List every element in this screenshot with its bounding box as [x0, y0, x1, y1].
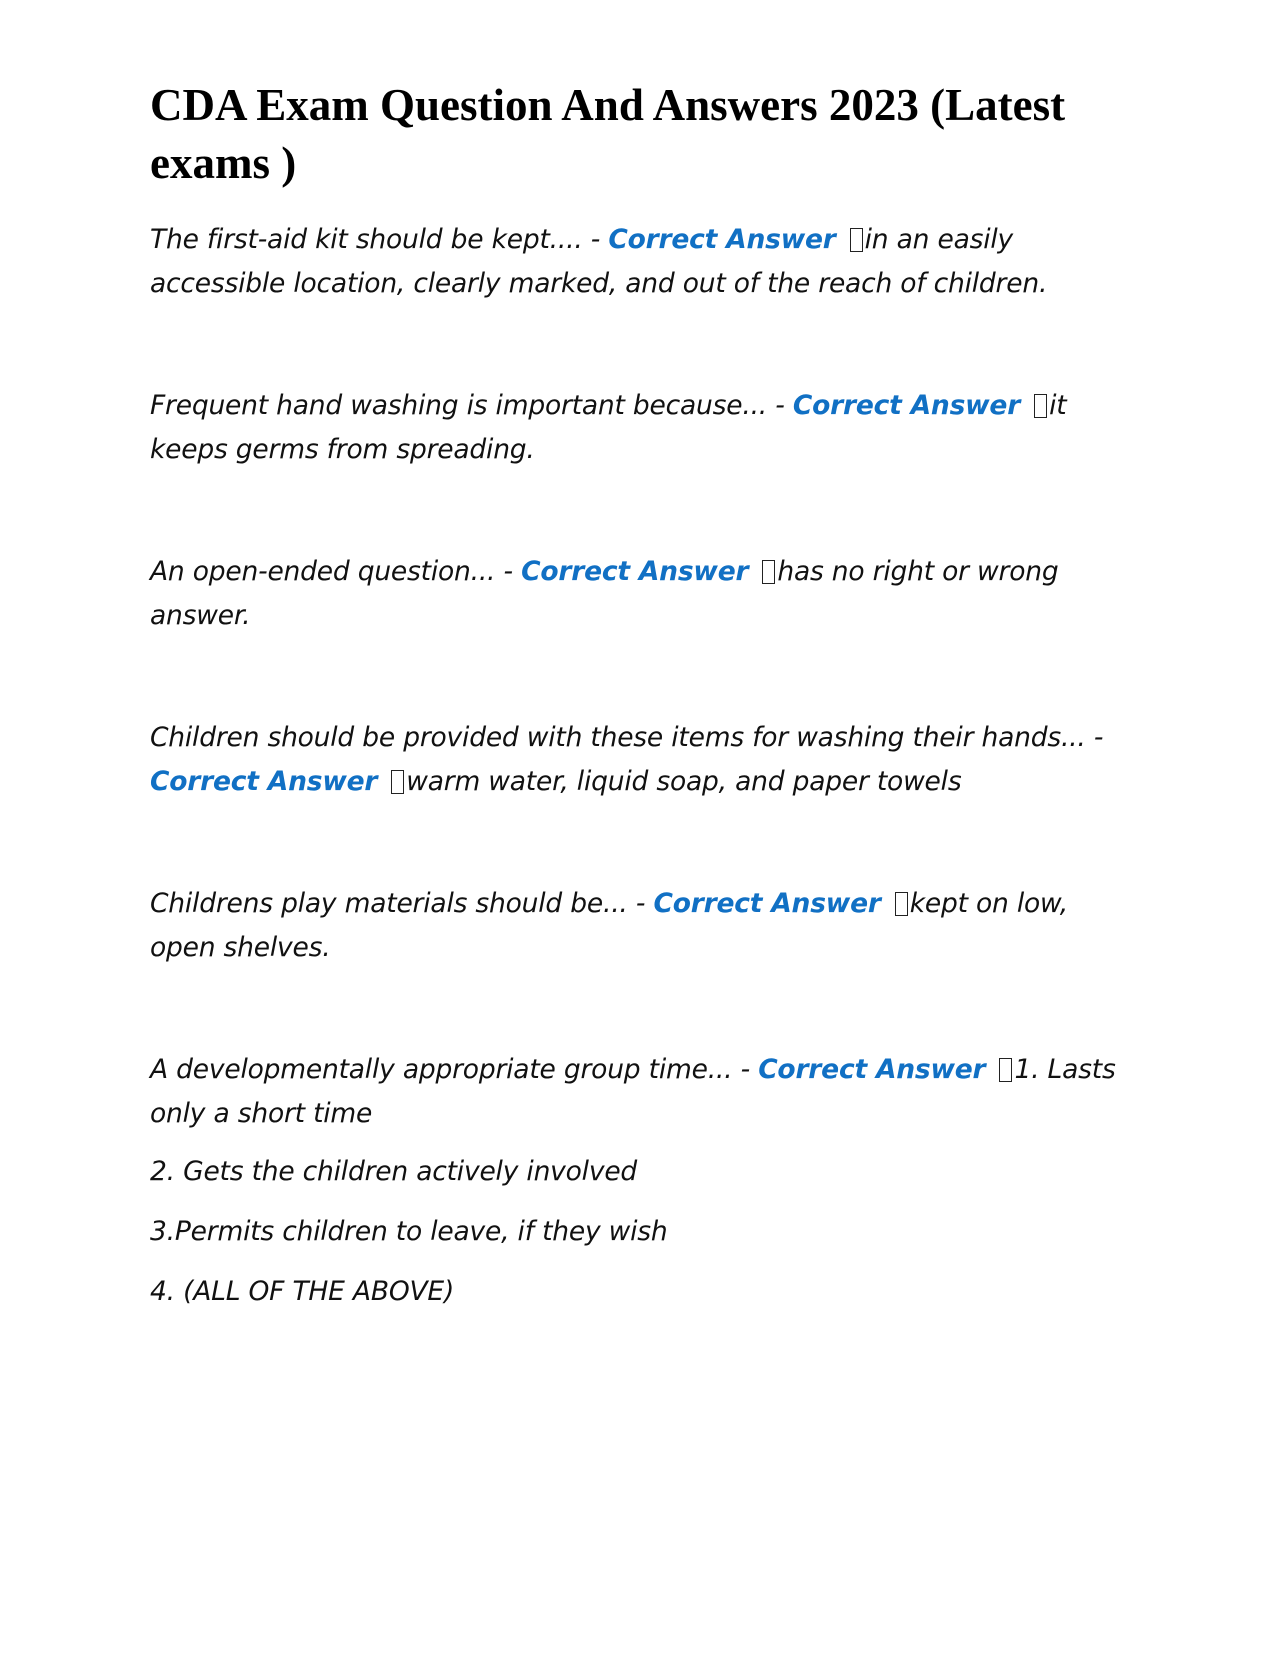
separator: - [495, 556, 522, 587]
checkbox-glyph-icon [1034, 394, 1047, 418]
separator: - [767, 390, 793, 421]
answer-text: warm water, liquid soap, and paper towels [406, 766, 962, 797]
answer-line: 4. (ALL OF THE ABOVE) [150, 1276, 455, 1307]
qa-item [150, 218, 1140, 306]
answer-text: in an easily accessible location, clearly marked, and out of the reach of children. [150, 224, 1048, 299]
answer-line: 3.Permits children to leave, if they wish [150, 1216, 668, 1247]
separator: - [732, 1054, 759, 1085]
checkbox-glyph-icon [391, 770, 404, 794]
answer-text: kept on low, open shelves. [150, 888, 1069, 963]
separator: - [627, 888, 654, 919]
question-text: Frequent hand washing is important because... [150, 390, 768, 421]
question-text: Children should be provided with these items for washing their hands... [150, 722, 1086, 753]
separator: - [582, 224, 609, 255]
correct-answer-label: Correct Answer [653, 888, 881, 919]
correct-answer-label: Correct Answer [608, 224, 836, 255]
question-text: The first-aid kit should be kept.... [150, 224, 583, 255]
checkbox-glyph-icon [999, 1058, 1012, 1082]
answer-text: 1. Lasts only a short time [150, 1054, 1116, 1129]
checkbox-glyph-icon [762, 560, 775, 584]
qa-item [150, 384, 1140, 472]
answer-text: has no right or wrong answer. [150, 556, 1059, 631]
correct-answer-label: Correct Answer [521, 556, 749, 587]
qa-item [150, 882, 1140, 970]
answer-line: 2. Gets the children actively involved [150, 1156, 638, 1187]
correct-answer-label: Correct Answer [792, 390, 1021, 421]
correct-answer-label: Correct Answer [150, 766, 378, 797]
separator: - [1085, 722, 1104, 753]
document-title: CDA Exam Question And Answers 2023 (Latest exams ) [150, 80, 1066, 188]
question-text: A developmentally appropriate group time... [150, 1054, 733, 1085]
checkbox-glyph-icon [895, 892, 908, 916]
question-text: Childrens play materials should be... [150, 888, 628, 919]
question-text: An open-ended question... [150, 556, 496, 587]
document-page [150, 76, 1140, 1330]
qa-item [150, 716, 1140, 804]
qa-item [150, 550, 1140, 638]
correct-answer-label: Correct Answer [758, 1054, 986, 1085]
qa-item [150, 1048, 1140, 1136]
checkbox-glyph-icon [850, 228, 863, 252]
answer-text: it keeps germs from spreading. [150, 390, 1067, 465]
